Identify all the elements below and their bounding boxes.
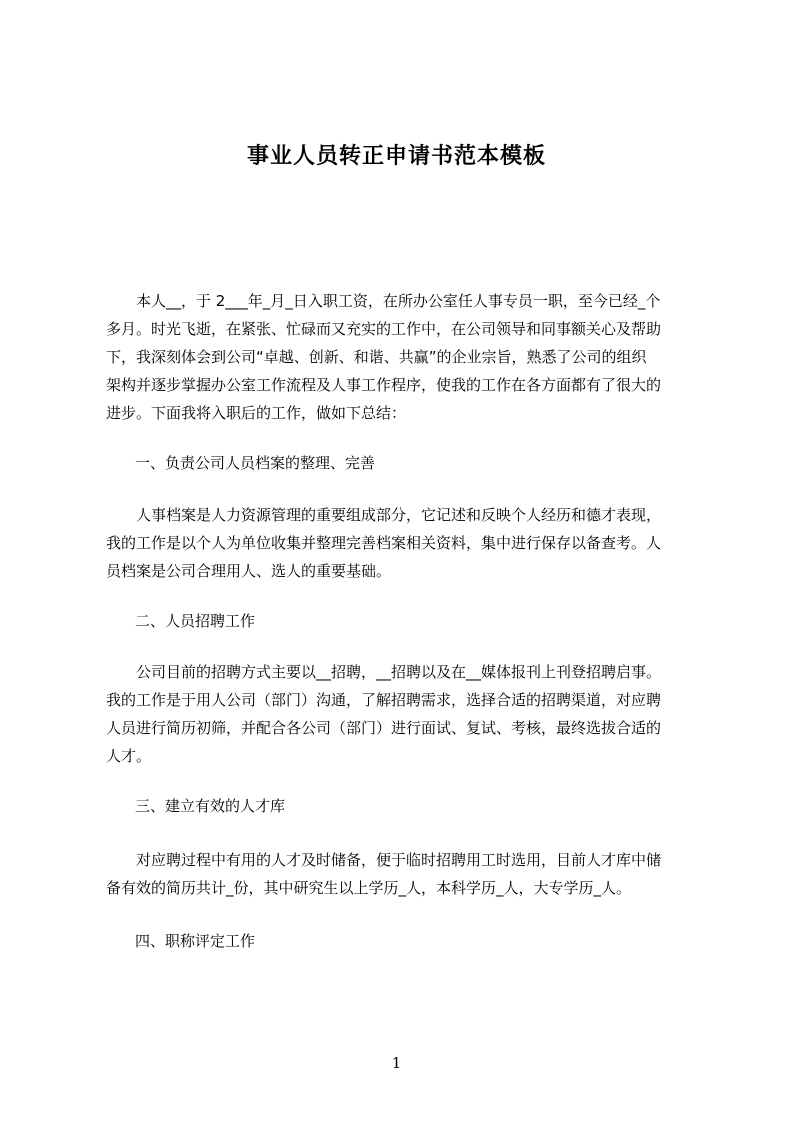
section-heading-1: 一、负责公司人员档案的整理、完善	[135, 454, 376, 472]
paragraph-line: 架构并逐步掌握办公室工作流程及人事工作程序，使我的工作在各方面都有了很大的	[106, 376, 662, 394]
paragraph-line: 人事档案是人力资源管理的重要组成部分，它记述和反映个人经历和德才表现，	[106, 506, 662, 524]
paragraph-line: 备有效的简历共计_份，其中研究生以上学历_人，本科学历_人，大专学历_人。	[106, 879, 632, 897]
paragraph-line: 我的工作是以个人为单位收集并整理完善档案相关资料，集中进行保存以备查考。人	[106, 534, 662, 552]
paragraph-line: 进步。下面我将入职后的工作，做如下总结：	[106, 404, 407, 422]
section-2-paragraph	[106, 658, 698, 770]
paragraph-line: 下，我深刻体会到公司“卓越、创新、和谐、共赢”的企业宗旨，熟悉了公司的组织	[106, 348, 647, 366]
section-heading-4: 四、职称评定工作	[135, 932, 256, 950]
section-3-paragraph	[106, 846, 698, 902]
paragraph-line: 对应聘过程中有用的人才及时储备，便于临时招聘用工时选用，目前人才库中储	[106, 851, 662, 869]
intro-paragraph	[106, 287, 698, 427]
page-number: 1	[391, 1054, 402, 1072]
section-heading-3: 三、建立有效的人才库	[135, 797, 286, 815]
paragraph-line: 员档案是公司合理用人、选人的重要基础。	[106, 562, 392, 580]
paragraph-line: 人才。	[106, 747, 152, 765]
section-1-paragraph	[106, 501, 698, 585]
section-heading-2: 二、人员招聘工作	[135, 612, 256, 630]
paragraph-line: 本人__，于 2___年_月_日入职工资，在所办公室任人事专员一职，至今已经_个	[106, 292, 661, 310]
paragraph-line: 公司目前的招聘方式主要以__招聘，__招聘以及在__媒体报刊上刊登招聘启事。	[106, 663, 662, 681]
paragraph-line: 人员进行简历初筛，并配合各公司（部门）进行面试、复试、考核，最终选拔合适的	[106, 719, 662, 737]
document-title: 事业人员转正申请书范本模板	[246, 144, 546, 169]
paragraph-line: 多月。时光飞逝，在紧张、忙碌而又充实的工作中，在公司领导和同事额关心及帮助	[106, 320, 662, 338]
paragraph-line: 我的工作是于用人公司（部门）沟通，了解招聘需求，选择合适的招聘渠道，对应聘	[106, 691, 662, 709]
